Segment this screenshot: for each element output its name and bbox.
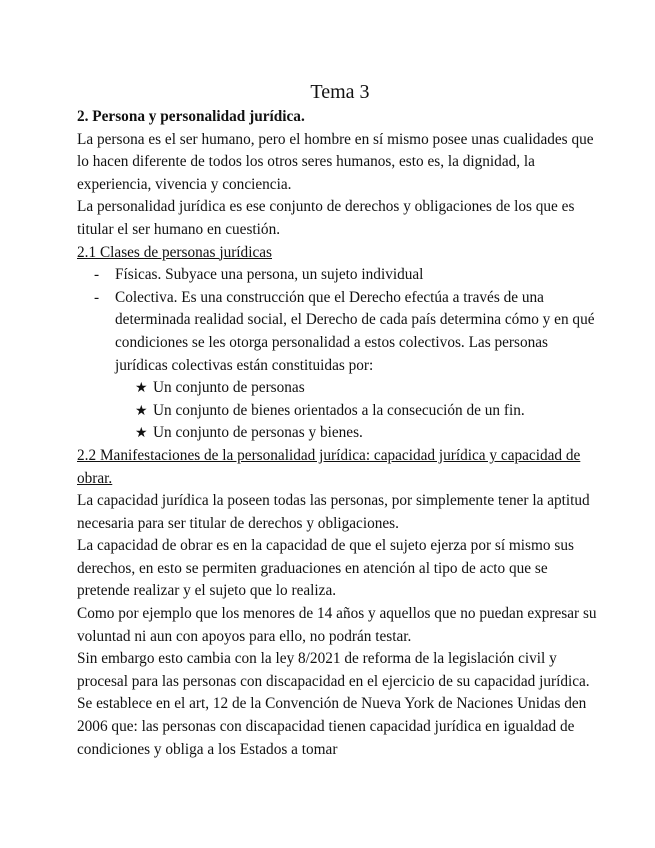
sub-list-item [135, 400, 597, 423]
paragraph: La capacidad jurídica la poseen todas las personas, por simplemente tener la aptitud necesaria para ser titular de derechos y obligaciones. [77, 492, 590, 532]
star-bullet-icon: ★ [135, 380, 148, 397]
paragraph: Sin embargo esto cambia con la ley 8/2021 de reforma de la legislación civil y procesal para las personas con discapacidad en el ejercicio de su capacidad jurídica. Se establece en el art, 12 de la Convención de Nueva York de Naciones Unidas den 2006 que: las personas con discapacidad tienen capacidad jurídica en igualdad de condiciones y obliga a los Estados a tomar [77, 650, 590, 758]
sub-list-item-text: Un conjunto de personas [153, 379, 305, 397]
star-bullet-icon: ★ [135, 402, 148, 419]
paragraph: La personalidad jurídica es ese conjunto de derechos y obligaciones de los que es titular el ser humano en cuestión. [77, 198, 575, 238]
list-item-text: Colectiva. Es una construcción que el Derecho efectúa a través de una determinada realidad social, el Derecho de cada país determina cómo y en qué condiciones se les otorga personalidad a estos colectivos. Las personas jurídicas colectivas están constituidas por: [115, 288, 595, 374]
dash-bullet-icon: - [94, 288, 100, 306]
list-item [77, 264, 597, 287]
section-2-1-heading: 2.1 Clases de personas jurídicas [77, 243, 272, 261]
paragraph: Como por ejemplo que los menores de 14 años y aquellos que no puedan expresar su voluntad ni aun con apoyos para ello, no podrán testar. [77, 605, 597, 645]
collective-components-list [115, 377, 597, 445]
paragraph: La persona es el ser humano, pero el hombre en sí mismo posee unas cualidades que lo hacen diferente de todos los otros seres humanos, esto es, la dignidad, la experiencia, vivencia y conciencia. [77, 130, 594, 193]
sub-list-item [135, 377, 597, 400]
star-bullet-icon: ★ [135, 425, 148, 442]
section-2-heading: 2. Persona y personalidad jurídica. [77, 108, 305, 125]
sub-list-item-text: Un conjunto de bienes orientados a la consecución de un fin. [153, 401, 525, 419]
page-title: Tema 3 [310, 81, 370, 103]
sub-list-item-text: Un conjunto de personas y bienes. [153, 424, 363, 442]
document-body [77, 80, 597, 761]
dash-bullet-icon: - [94, 266, 100, 284]
sub-list-item [135, 422, 597, 445]
list-item-text: Físicas. Subyace una persona, un sujeto individual [115, 266, 424, 284]
section-2-2-heading: 2.2 Manifestaciones de la personalidad jurídica: capacidad jurídica y capacidad de obrar. [77, 446, 581, 487]
list-item [77, 287, 597, 445]
paragraph: La capacidad de obrar es en la capacidad de que el sujeto ejerza por sí mismo sus derechos, en esto se permiten graduaciones en atención al tipo de acto que se pretende realizar y el sujeto que lo realiza. [77, 537, 574, 600]
person-types-list [77, 264, 597, 445]
